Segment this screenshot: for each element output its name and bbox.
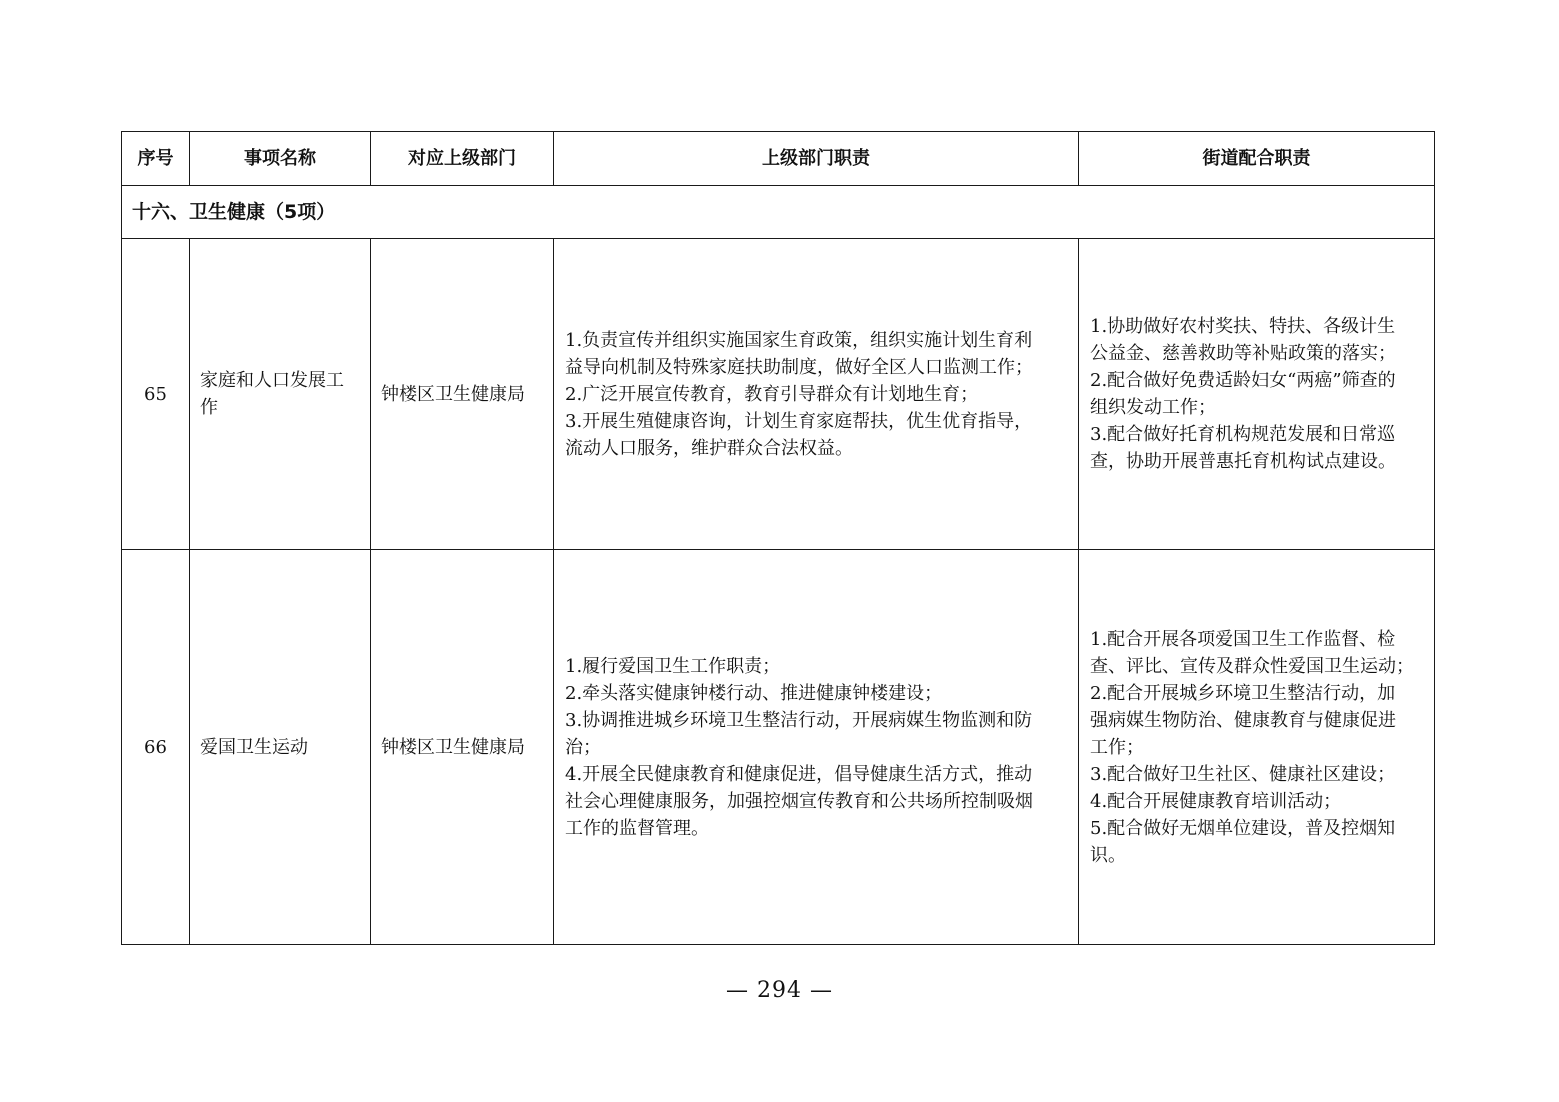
street-duty-line: 1.协助做好农村奖扶、特扶、各级计生 [1090, 316, 1396, 337]
street-duty-line: 1.配合开展各项爱国卫生工作监督、检 [1090, 628, 1396, 650]
street-duty-line: 查，协助开展普惠托育机构试点建设。 [1090, 451, 1396, 472]
upper-duty-line: 3.开展生殖健康咨询，计划生育家庭帮扶，优生优育指导， [565, 410, 1033, 432]
row-item-name [190, 239, 371, 550]
row-street-duty [1079, 239, 1435, 550]
upper-duty-line: 4.开展全民健康教育和健康促进，倡导健康生活方式，推动 [565, 763, 1033, 785]
street-duty-line: 查、评比、宣传及群众性爱国卫生运动； [1090, 655, 1414, 677]
section-row [122, 186, 1435, 239]
row-upper-duty [554, 550, 1079, 945]
table-header-row [122, 132, 1435, 186]
item-name-line: 作 [200, 397, 218, 418]
upper-duty-line: 3.协调推进城乡环境卫生整洁行动，开展病媒生物监测和防 [565, 709, 1033, 731]
upper-duty-line: 1.负责宣传并组织实施国家生育政策，组织实施计划生育利 [565, 329, 1033, 351]
header-serial: 序号 [122, 132, 190, 186]
header-upper-dept: 对应上级部门 [371, 132, 554, 186]
street-duty-line: 3.配合做好卫生社区、健康社区建设； [1090, 763, 1396, 785]
upper-duty-line: 工作的监督管理。 [565, 817, 709, 839]
row-serial: 66 [122, 550, 190, 945]
row-item-name [190, 550, 371, 945]
item-name-line: 家庭和人口发展工 [200, 370, 344, 391]
street-duty-line: 3.配合做好托育机构规范发展和日常巡 [1090, 424, 1396, 445]
section-title: 十六、卫生健康（5项） [122, 186, 1435, 239]
header-street-duty: 街道配合职责 [1079, 132, 1435, 186]
table-row [122, 550, 1435, 945]
row-street-duty [1079, 550, 1435, 945]
row-upper-dept: 钟楼区卫生健康局 [371, 550, 554, 945]
row-upper-dept: 钟楼区卫生健康局 [371, 239, 554, 550]
upper-duty-line: 益导向机制及特殊家庭扶助制度，做好全区人口监测工作； [565, 356, 1033, 378]
duty-table [121, 131, 1435, 945]
upper-duty-line: 2.牵头落实健康钟楼行动、推进健康钟楼建设； [565, 682, 943, 704]
header-upper-duty: 上级部门职责 [554, 132, 1079, 186]
row-upper-duty [554, 239, 1079, 550]
upper-duty-line: 2.广泛开展宣传教育，教育引导群众有计划地生育； [565, 383, 979, 405]
page-number: — 294 — [726, 978, 833, 1003]
street-duty-line: 4.配合开展健康教育培训活动； [1090, 790, 1342, 812]
street-duty-line: 组织发动工作； [1090, 397, 1216, 418]
item-name-line: 爱国卫生运动 [200, 736, 308, 758]
street-duty-line: 工作； [1090, 736, 1144, 758]
upper-duty-line: 社会心理健康服务，加强控烟宣传教育和公共场所控制吸烟 [565, 790, 1033, 812]
street-duty-line: 5.配合做好无烟单位建设，普及控烟知 [1090, 817, 1396, 839]
table-row [122, 239, 1435, 550]
street-duty-line: 2.配合做好免费适龄妇女“两癌”筛查的 [1090, 370, 1396, 391]
upper-duty-line: 1.履行爱国卫生工作职责； [565, 655, 781, 677]
upper-duty-line: 治； [565, 736, 601, 758]
upper-duty-line: 流动人口服务，维护群众合法权益。 [565, 437, 853, 459]
header-item-name: 事项名称 [190, 132, 371, 186]
street-duty-line: 2.配合开展城乡环境卫生整洁行动，加 [1090, 682, 1396, 704]
street-duty-line: 强病媒生物防治、健康教育与健康促进 [1090, 709, 1396, 731]
street-duty-line: 公益金、慈善救助等补贴政策的落实； [1090, 343, 1396, 364]
street-duty-line: 识。 [1090, 844, 1126, 866]
row-serial: 65 [122, 239, 190, 550]
